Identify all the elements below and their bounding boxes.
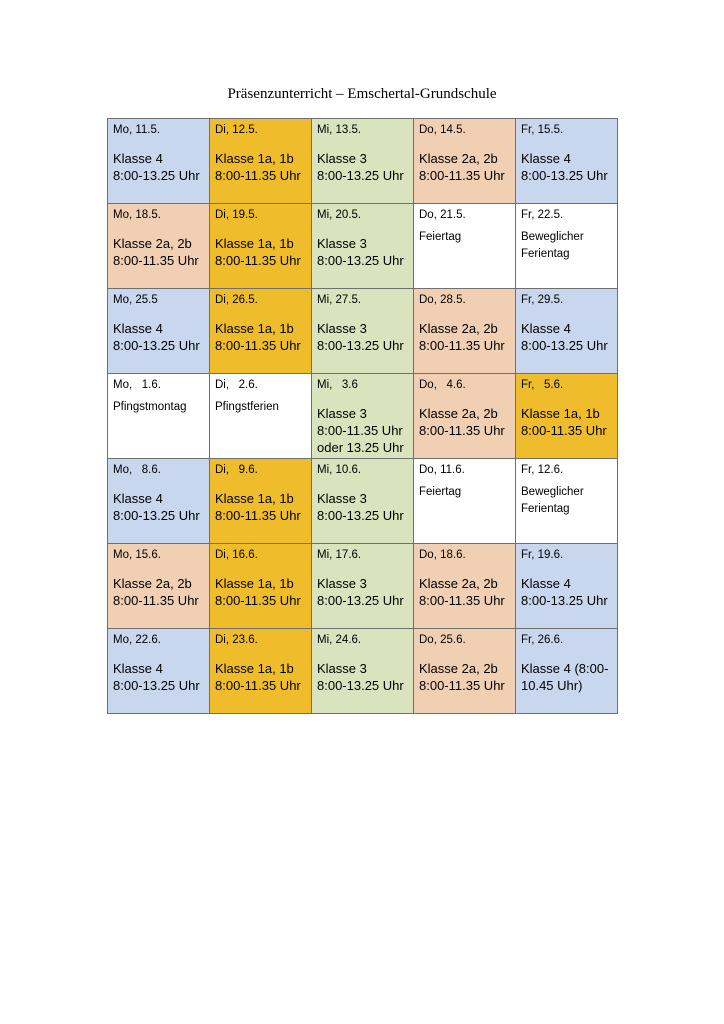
schedule-cell [414,459,516,544]
schedule-cell [312,459,414,544]
cell-date: Mi, 3.6 [317,379,358,391]
schedule-cell [516,119,618,204]
schedule-cell [516,544,618,629]
cell-text: Klasse 2a, 2b 8:00-11.35 Uhr [419,661,505,693]
cell-date: Mi, 27.5. [317,294,362,306]
cell-date: Di, 16.6. [215,549,258,561]
schedule-cell [210,629,312,714]
cell-date: Fr, 29.5. [521,294,564,306]
cell-date: Do, 25.6. [419,634,466,646]
cell-text: Pfingstmontag [113,401,187,413]
cell-text: Klasse 1a, 1b 8:00-11.35 Uhr [521,406,607,438]
cell-text: Klasse 4 8:00-13.25 Uhr [113,151,200,183]
schedule-table [107,118,618,714]
cell-text: Klasse 4 8:00-13.25 Uhr [113,491,200,523]
schedule-cell [108,544,210,629]
schedule-row [108,119,618,204]
cell-date: Mo, 11.5. [113,124,161,136]
cell-date: Do, 11.6. [419,464,465,476]
schedule-row [108,374,618,459]
cell-date: Di, 2.6. [215,379,258,391]
cell-text: Klasse 1a, 1b 8:00-11.35 Uhr [215,236,301,268]
cell-date: Fr, 19.6. [521,549,564,561]
cell-text: Feiertag [419,231,462,243]
cell-text: Klasse 3 8:00-13.25 Uhr [317,151,404,183]
cell-date: Fr, 5.6. [521,379,564,391]
schedule-row [108,459,618,544]
schedule-cell [516,289,618,374]
cell-date: Do, 14.5. [419,124,466,136]
cell-date: Mo, 25.5 [113,294,158,306]
schedule-cell [210,204,312,289]
cell-text: Klasse 2a, 2b 8:00-11.35 Uhr [419,406,505,438]
schedule-cell [414,374,516,459]
schedule-cell [312,629,414,714]
cell-text: Beweglicher Ferientag [521,231,584,260]
cell-text: Klasse 2a, 2b 8:00-11.35 Uhr [419,576,505,608]
cell-date: Di, 26.5. [215,294,258,306]
schedule-cell [516,459,618,544]
schedule-cell [312,374,414,459]
cell-date: Mi, 13.5. [317,124,362,136]
cell-text: Klasse 1a, 1b 8:00-11.35 Uhr [215,491,301,523]
cell-text: Klasse 3 8:00-13.25 Uhr [317,661,404,693]
schedule-cell [414,544,516,629]
schedule-row [108,289,618,374]
cell-date: Mo, 18.5. [113,209,161,221]
schedule-cell [516,629,618,714]
page-title: Präsenzunterricht – Emschertal-Grundschule [227,86,497,102]
schedule-cell [210,289,312,374]
schedule-cell [108,204,210,289]
cell-text: Klasse 3 8:00-13.25 Uhr [317,321,404,353]
schedule-cell [312,544,414,629]
cell-text: Klasse 2a, 2b 8:00-11.35 Uhr [113,236,199,268]
cell-date: Do, 28.5. [419,294,466,306]
cell-text: Klasse 1a, 1b 8:00-11.35 Uhr [215,576,301,608]
cell-text: Beweglicher Ferientag [521,486,584,515]
schedule-cell [108,459,210,544]
cell-text: Klasse 4 8:00-13.25 Uhr [113,321,200,353]
cell-text: Klasse 2a, 2b 8:00-11.35 Uhr [419,151,505,183]
schedule-cell [414,119,516,204]
schedule-cell [108,119,210,204]
cell-date: Fr, 22.5. [521,209,564,221]
cell-date: Mo, 22.6. [113,634,161,646]
schedule-cell [210,119,312,204]
schedule-cell [414,204,516,289]
cell-date: Mo, 8.6. [113,464,161,476]
cell-text: Klasse 2a, 2b 8:00-11.35 Uhr [113,576,199,608]
cell-text: Klasse 4 8:00-13.25 Uhr [521,321,608,353]
cell-date: Di, 12.5. [215,124,258,136]
schedule-row [108,629,618,714]
cell-date: Fr, 26.6. [521,634,564,646]
schedule-cell [312,119,414,204]
schedule-cell [108,374,210,459]
cell-date: Do, 18.6. [419,549,466,561]
cell-date: Di, 19.5. [215,209,258,221]
cell-text: Klasse 3 8:00-13.25 Uhr [317,491,404,523]
schedule-row [108,204,618,289]
schedule-cell [516,374,618,459]
cell-text: Klasse 4 8:00-13.25 Uhr [521,151,608,183]
cell-date: Fr, 12.6. [521,464,564,476]
schedule-cell [108,289,210,374]
cell-date: Di, 9.6. [215,464,258,476]
cell-text: Klasse 1a, 1b 8:00-11.35 Uhr [215,661,301,693]
cell-text: Klasse 1a, 1b 8:00-11.35 Uhr [215,321,301,353]
cell-date: Mo, 1.6. [113,379,161,391]
cell-text: Klasse 2a, 2b 8:00-11.35 Uhr [419,321,505,353]
cell-text: Klasse 1a, 1b 8:00-11.35 Uhr [215,151,301,183]
schedule-cell [210,374,312,459]
schedule-cell [210,544,312,629]
cell-text: Klasse 3 8:00-13.25 Uhr [317,236,404,268]
schedule-cell [414,629,516,714]
schedule-cell [312,204,414,289]
schedule-body [108,119,618,714]
schedule-cell [108,629,210,714]
schedule-cell [312,289,414,374]
schedule-cell [414,289,516,374]
cell-text: Klasse 3 8:00-11.35 Uhr oder 13.25 Uhr [317,406,404,455]
cell-date: Mi, 10.6. [317,464,362,476]
cell-date: Mi, 17.6. [317,549,362,561]
cell-date: Mi, 24.6. [317,634,362,646]
cell-text: Klasse 4 8:00-13.25 Uhr [113,661,200,693]
cell-date: Mi, 20.5. [317,209,362,221]
schedule-cell [210,459,312,544]
schedule-cell [516,204,618,289]
schedule-row [108,544,618,629]
cell-date: Do, 4.6. [419,379,466,391]
cell-date: Fr, 15.5. [521,124,564,136]
cell-text: Klasse 4 8:00-13.25 Uhr [521,576,608,608]
cell-text: Pfingstferien [215,401,279,413]
cell-text: Klasse 3 8:00-13.25 Uhr [317,576,404,608]
cell-date: Mo, 15.6. [113,549,161,561]
cell-date: Di, 23.6. [215,634,258,646]
cell-text: Feiertag [419,486,462,498]
cell-date: Do, 21.5. [419,209,466,221]
cell-text: Klasse 4 (8:00- 10.45 Uhr) [521,661,609,693]
